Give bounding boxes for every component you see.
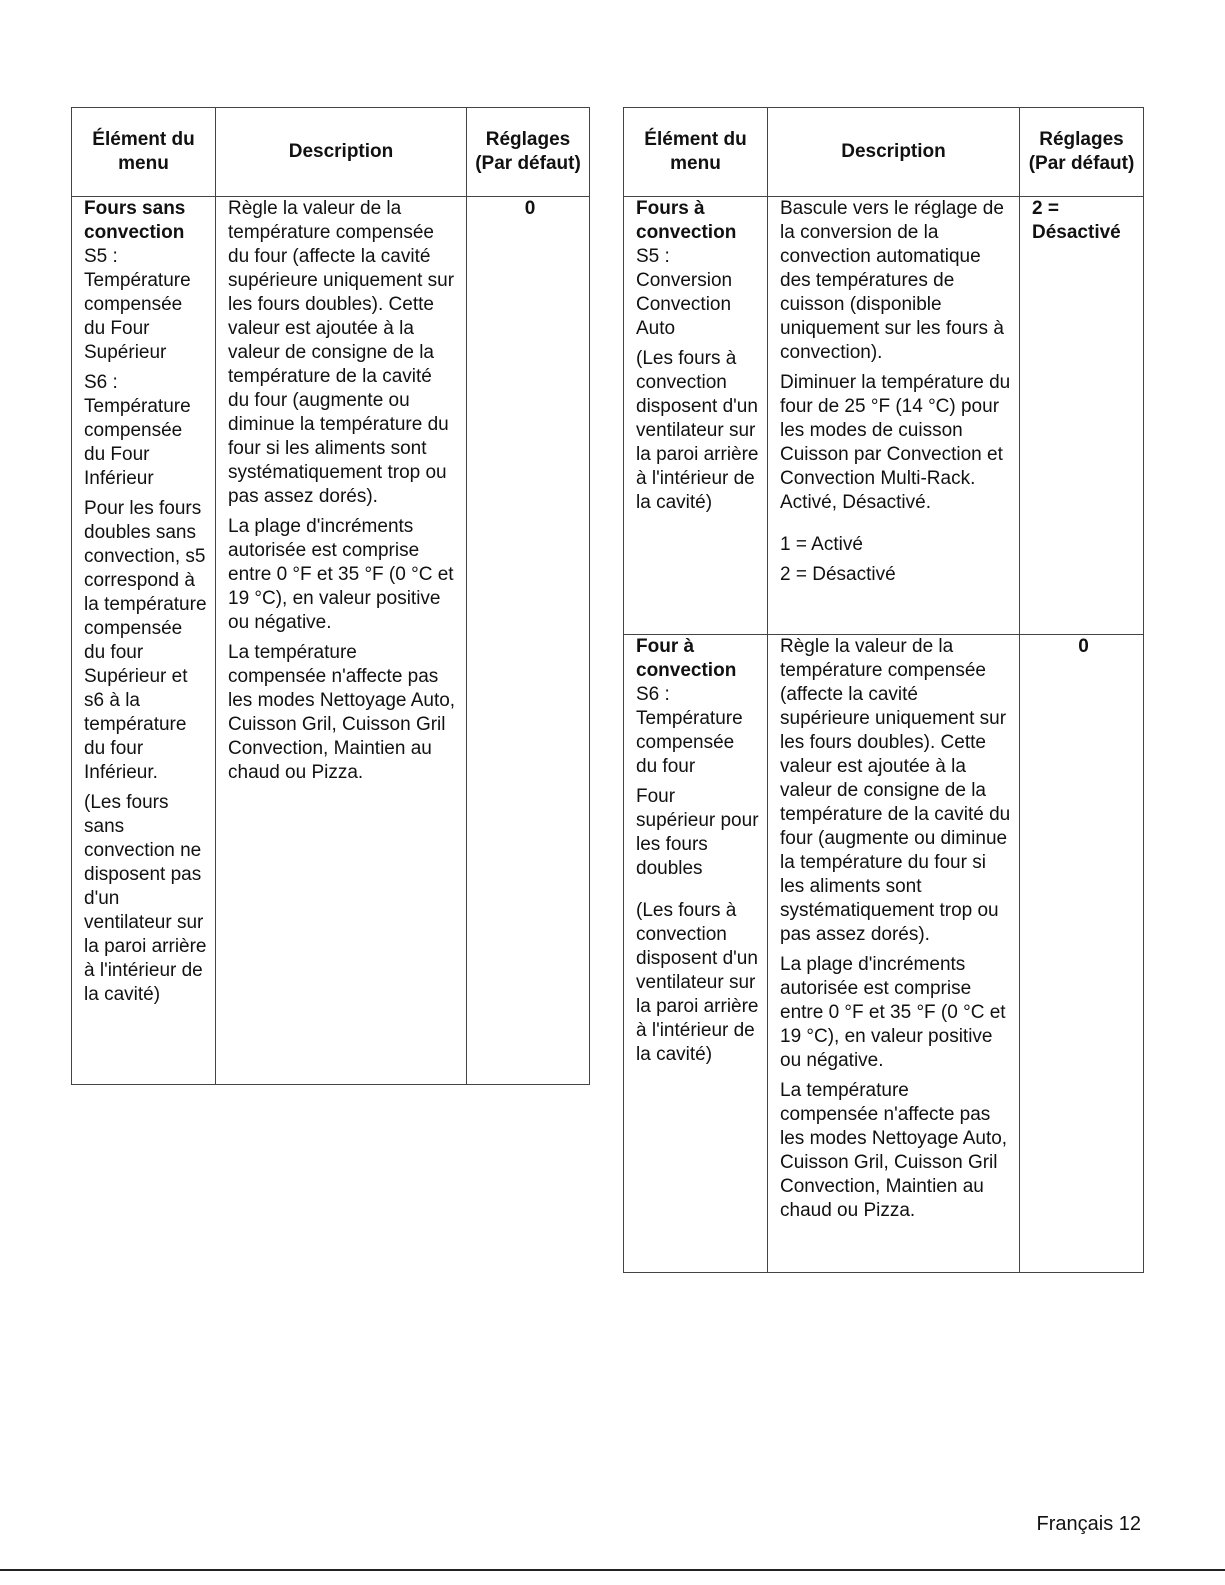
item-title: Four à convection (636, 636, 737, 681)
description-paragraph: Diminuer la température du four de 25 °F (14 °C) pour les modes de cuisson Cuisson par Convection et Convection Multi-Rack. Activé, Désactivé. (780, 372, 1011, 513)
item-note: Pour les fours doubles sans convection, s5 correspond à la température compensée du four Supérieur et s6 à la température du four Inférieur. (84, 498, 207, 783)
item-s6: S6 : Température compensée du Four Inférieur (84, 372, 191, 489)
table-row (624, 635, 1144, 1273)
header-default: Réglages (Par défaut) (1020, 108, 1144, 197)
bottom-divider (0, 1569, 1225, 1571)
item-s5: S5 : Conversion Convection Auto (636, 246, 733, 339)
option-deactivated: 2 = Désactivé (780, 564, 896, 585)
item-aside: (Les fours à convection disposent d'un ventilateur sur la paroi arrière à l'intérieur de la cavité) (636, 348, 759, 513)
page-footer: Français 12 (1036, 1513, 1141, 1535)
item-note: Four supérieur pour les fours doubles (636, 786, 759, 879)
item-aside: (Les fours sans convection ne disposent pas d'un ventilateur sur la paroi arrière à l'intérieur de la cavité) (84, 792, 207, 1005)
description-paragraph: La plage d'incréments autorisée est comprise entre 0 °F et 35 °F (0 °C et 19 °C), en valeur positive ou négative. (780, 954, 1006, 1071)
settings-table-left (71, 107, 590, 1085)
description-cell (768, 197, 1020, 635)
item-s5: S5 : Température compensée du Four Supérieur (84, 246, 191, 363)
default-value: 0 (1020, 635, 1144, 1273)
header-default: Réglages (Par défaut) (467, 108, 590, 197)
description-cell (768, 635, 1020, 1273)
item-title: Fours sans convection (84, 198, 186, 243)
menu-item-cell (72, 197, 216, 1085)
menu-item-cell (624, 197, 768, 635)
header-item: Élément du menu (72, 108, 216, 197)
header-item: Élément du menu (624, 108, 768, 197)
menu-item-cell (624, 635, 768, 1273)
description-paragraph: Règle la valeur de la température compensée (affecte la cavité supérieure uniquement sur les fours doubles). Cette valeur est ajoutée à la valeur de consigne de la température de la cavité du four (augmente ou diminue la température du four si les aliments sont systématiquement trop ou pas assez dorés). (780, 636, 1011, 945)
header-description: Description (216, 108, 467, 197)
description-paragraph: La plage d'incréments autorisée est comprise entre 0 °F et 35 °F (0 °C et 19 °C), en valeur positive ou négative. (228, 516, 454, 633)
table-row (72, 197, 590, 1085)
description-paragraph: La température compensée n'affecte pas les modes Nettoyage Auto, Cuisson Gril, Cuisson Gril Convection, Maintien au chaud ou Pizza. (228, 642, 456, 783)
settings-table-right (623, 107, 1144, 1273)
item-s6: S6 : Température compensée du four (636, 684, 743, 777)
option-activated: 1 = Activé (780, 534, 863, 555)
default-value: 2 = Désactivé (1020, 197, 1144, 635)
item-aside: (Les fours à convection disposent d'un ventilateur sur la paroi arrière à l'intérieur de la cavité) (636, 900, 759, 1065)
table-header-row (72, 108, 590, 197)
table-row (624, 197, 1144, 635)
description-paragraph: Règle la valeur de la température compensée du four (affecte la cavité supérieure uniquement sur les fours doubles). Cette valeur est ajoutée à la valeur de consigne de la température de la cavité du four (augmente ou diminue la température du four si les aliments sont systématiquement trop ou pas assez dorés). (228, 198, 455, 507)
description-paragraph: Bascule vers le réglage de la conversion de la convection automatique des températures de cuisson (disponible uniquement sur les fours à convection). (780, 198, 1004, 363)
header-description: Description (768, 108, 1020, 197)
description-paragraph: La température compensée n'affecte pas les modes Nettoyage Auto, Cuisson Gril, Cuisson Gril Convection, Maintien au chaud ou Pizza. (780, 1080, 1008, 1221)
default-value: 0 (467, 197, 590, 1085)
description-cell (216, 197, 467, 1085)
table-header-row (624, 108, 1144, 197)
item-title: Fours à convection (636, 198, 737, 243)
